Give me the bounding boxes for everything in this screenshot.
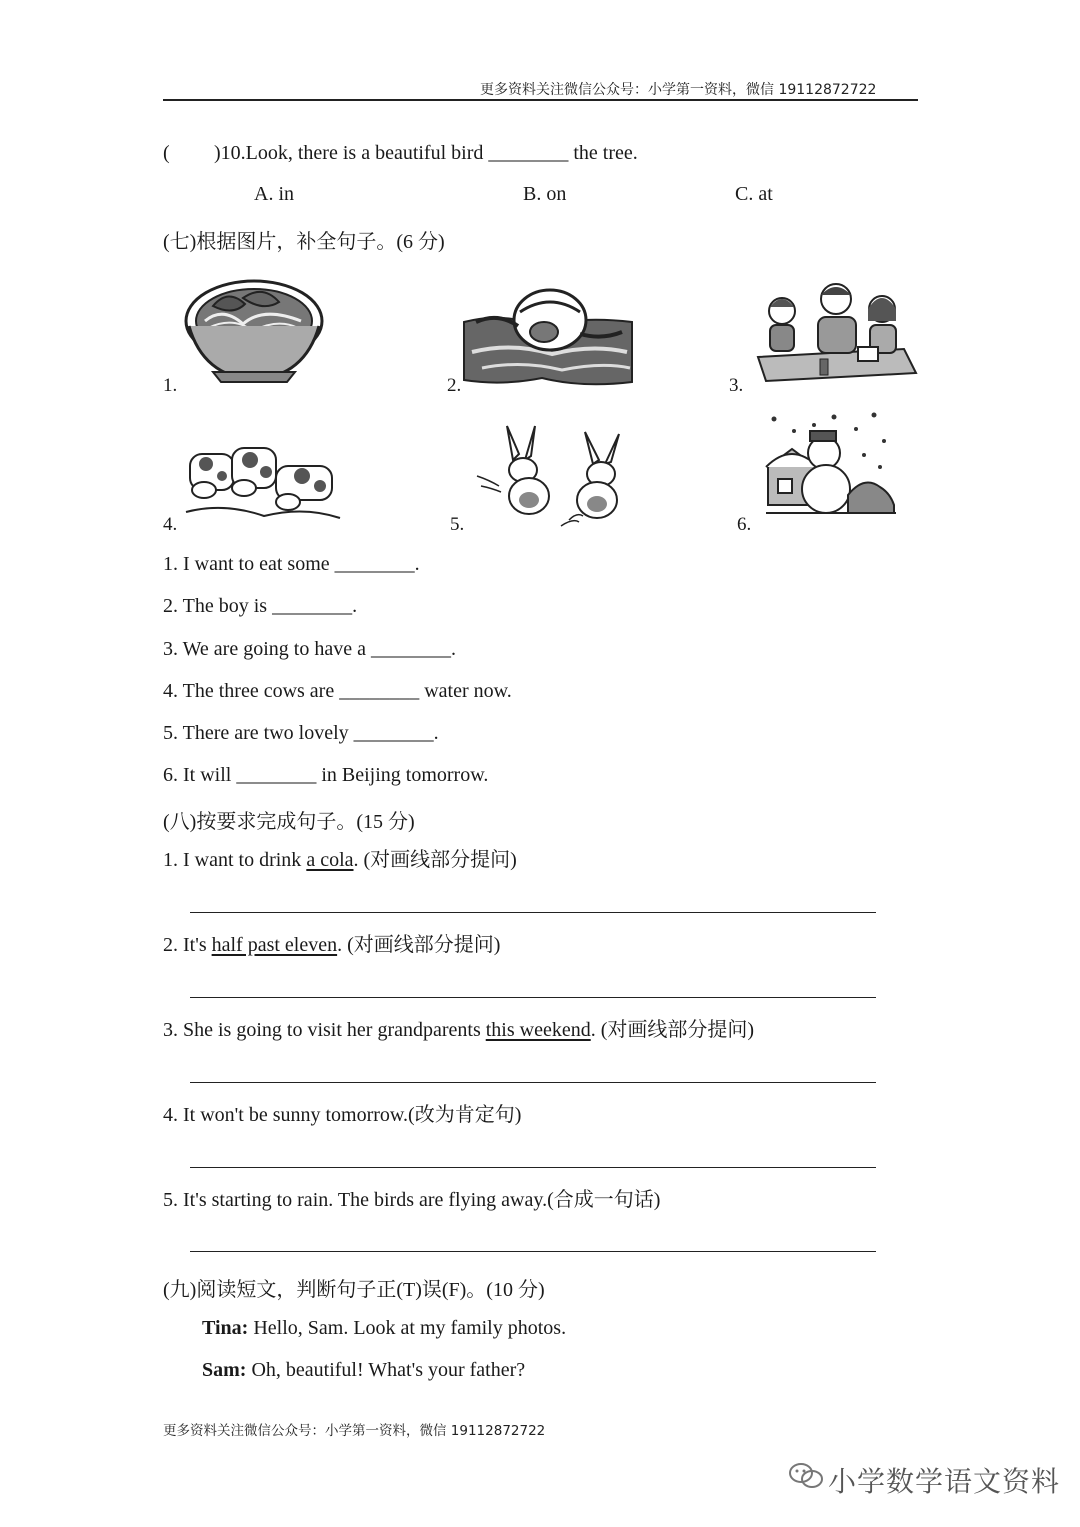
pic-number: 6. [737, 514, 752, 535]
pic-number: 3. [729, 375, 744, 396]
fill-sentence: 2. The boy is ________. [163, 595, 358, 617]
fill-sentence: 6. It will ________ in Beijing tomorrow. [163, 764, 489, 786]
section7-title: (七)根据图片，补全句子。(6 分) [163, 231, 445, 253]
answer-line[interactable] [190, 1082, 876, 1083]
section9-title: (九)阅读短文，判断句子正(T)误(F)。(10 分) [163, 1279, 545, 1301]
watermark-text: 小学数学语文资料 [828, 1465, 1061, 1498]
answer-line[interactable] [190, 997, 876, 998]
pic-number: 1. [163, 375, 178, 396]
pic-number: 5. [450, 514, 465, 535]
wechat-icon [788, 1462, 824, 1490]
rewrite-item: 4. It won't be sunny tomorrow.(改为肯定句) [163, 1104, 522, 1126]
answer-line[interactable] [190, 1251, 876, 1252]
fill-sentence: 4. The three cows are ________ water now. [163, 680, 512, 702]
dialogue-line: Tina: Hello, Sam. Look at my family photos. [202, 1317, 567, 1339]
q10-option-c: C. at [735, 183, 773, 205]
rewrite-item: 3. She is going to visit her grandparents this weekend. (对画线部分提问) [163, 1019, 755, 1041]
rewrite-item: 5. It's starting to rain. The birds are flying away.(合成一句话) [163, 1189, 661, 1211]
q10-stem: )10.Look, there is a beautiful bird ________ the tree. [214, 142, 638, 164]
section8-title: (八)按要求完成句子。(15 分) [163, 811, 415, 833]
pic-number: 4. [163, 514, 178, 535]
fill-sentence: 3. We are going to have a ________. [163, 638, 456, 660]
dialogue-line: Sam: Oh, beautiful! What's your father? [202, 1359, 526, 1381]
swimming-boy-icon [462, 282, 634, 390]
fill-sentence: 5. There are two lovely ________. [163, 722, 439, 744]
family-picnic-icon [754, 273, 920, 385]
q10-option-a: A. in [254, 183, 294, 205]
header-divider [163, 99, 918, 101]
answer-line[interactable] [190, 1167, 876, 1168]
q10-option-b: B. on [523, 183, 567, 205]
q10-paren: ( [163, 142, 170, 164]
rabbits-icon [473, 420, 643, 532]
snowman-icon [764, 409, 898, 521]
noodle-bowl-icon [183, 276, 325, 386]
cows-drinking-icon [184, 432, 342, 530]
fill-sentence: 1. I want to eat some ________. [163, 553, 420, 575]
pic-number: 2. [447, 375, 462, 396]
page-header: 更多资料关注微信公众号：小学第一资料，微信 19112872722 [480, 82, 877, 98]
rewrite-item: 1. I want to drink a cola. (对画线部分提问) [163, 849, 517, 871]
rewrite-item: 2. It's half past eleven. (对画线部分提问) [163, 934, 501, 956]
answer-line[interactable] [190, 912, 876, 913]
page-footer: 更多资料关注微信公众号：小学第一资料，微信 19112872722 [163, 1423, 546, 1439]
